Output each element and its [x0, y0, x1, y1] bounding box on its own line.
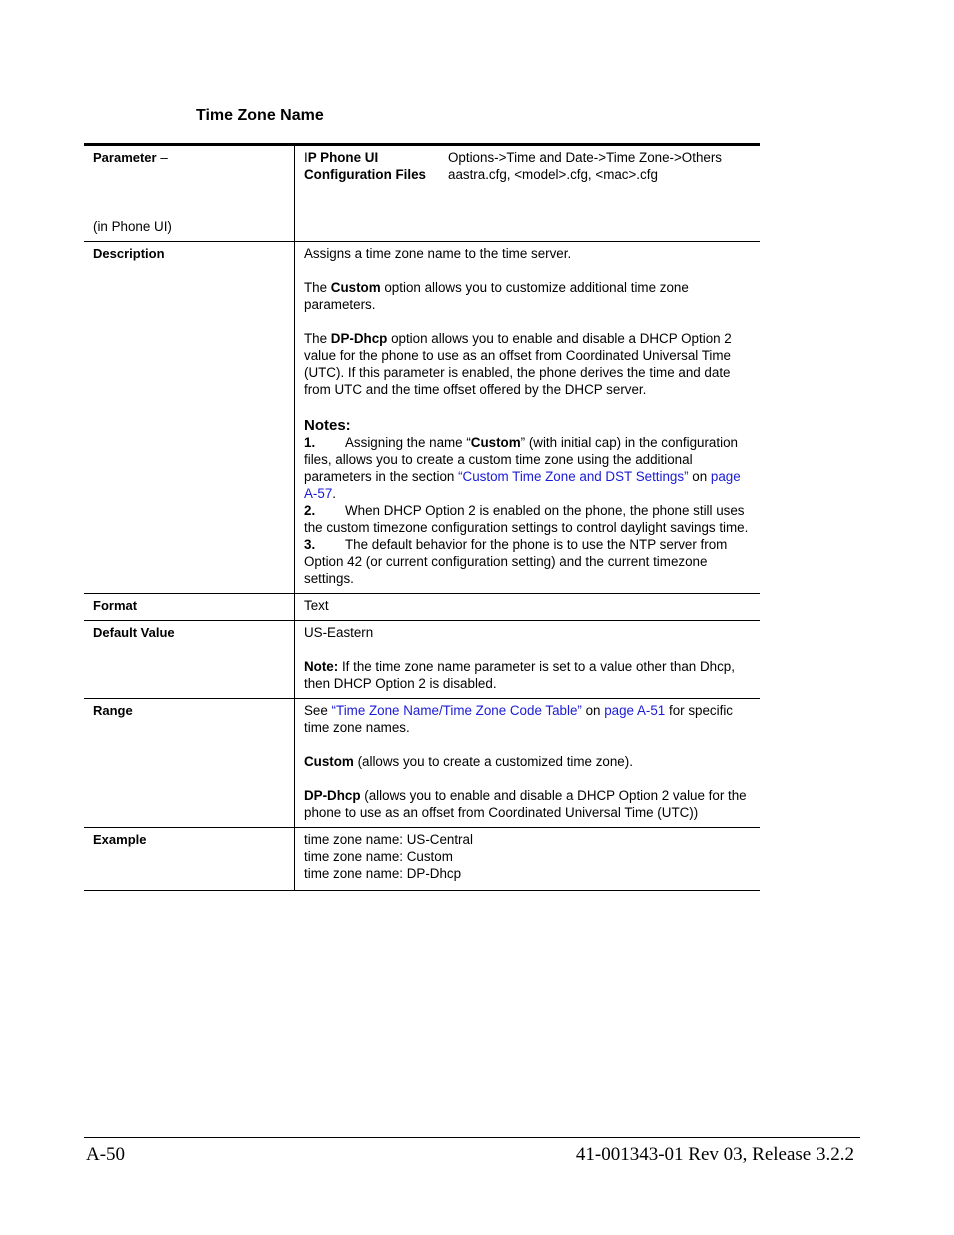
ip-phone-ui-value: Options->Time and Date->Time Zone->Others: [448, 150, 722, 165]
config-files-value: aastra.cfg, <model>.cfg, <mac>.cfg: [448, 167, 658, 182]
description-p1: Assigns a time zone name to the time server.: [304, 246, 572, 261]
example-line: time zone name: Custom: [304, 849, 453, 864]
page-a51-link[interactable]: page A-51: [604, 703, 666, 718]
default-value-cell: [295, 621, 761, 699]
notes-title: Notes:: [304, 417, 351, 434]
example-label: Example: [93, 832, 147, 847]
page-a57-link[interactable]: page A-57: [304, 469, 741, 501]
time-zone-table-link[interactable]: “Time Zone Name/Time Zone Code Table”: [331, 703, 582, 718]
default-value-note: Note: If the time zone name parameter is set to a value other than Dhcp, then DHCP Option 2 is disabled.: [304, 659, 735, 691]
example-cell: [295, 828, 761, 891]
parameter-label-cell: [84, 145, 295, 242]
description-cell: [295, 242, 761, 594]
phone-ui-note: (in Phone UI): [93, 219, 172, 234]
table-row-example: [84, 828, 760, 891]
description-label: Description: [93, 246, 165, 261]
table-row-default-value: [84, 621, 760, 699]
ip-phone-ui-label: P Phone UI: [307, 150, 379, 165]
config-files-label: Configuration Files: [304, 167, 426, 182]
parameter-value-cell: [295, 145, 761, 242]
example-line: time zone name: DP-Dhcp: [304, 866, 462, 881]
table-row-parameter: [84, 145, 760, 242]
range-cell: [295, 699, 761, 828]
range-see: See “Time Zone Name/Time Zone Code Table” on page A-51 for specific time zone names.: [304, 703, 733, 735]
parameter-table: [84, 143, 760, 891]
note-item-1: 1. Assigning the name “Custom” (with initial cap) in the configuration files, allows you to create a custom time zone using the additional parameters in the section “Custom Time Zone and DST Settings” on page A-57.: [304, 435, 741, 501]
default-value-label: Default Value: [93, 625, 175, 640]
range-dp-dhcp: DP-Dhcp (allows you to enable and disable a DHCP Option 2 value for the phone to use as an offset from Coordinated Universal Time (UTC)): [304, 788, 747, 820]
range-custom: Custom (allows you to create a customized time zone).: [304, 754, 633, 769]
parameter-dash: –: [156, 150, 168, 165]
format-value: Text: [304, 598, 329, 613]
format-label: Format: [93, 598, 138, 613]
page-number: A-50: [86, 1144, 126, 1165]
parameter-label: Parameter: [93, 150, 157, 165]
custom-time-zone-link[interactable]: “Custom Time Zone and DST Settings”: [458, 469, 689, 484]
section-heading: Time Zone Name: [196, 107, 324, 124]
description-p2: The Custom option allows you to customize additional time zone parameters.: [304, 280, 689, 312]
ip-phone-ui-initial: I: [304, 150, 308, 165]
table-row-description: [84, 242, 760, 594]
range-label: Range: [93, 703, 133, 718]
note-item-3: 3. The default behavior for the phone is to use the NTP server from Option 42 (or current configuration setting) and the current timezone settings.: [304, 537, 728, 586]
footer-divider: [84, 1137, 860, 1138]
document-id: 41-001343-01 Rev 03, Release 3.2.2: [575, 1144, 854, 1165]
default-value: US-Eastern: [304, 625, 374, 640]
example-line: time zone name: US-Central: [304, 832, 473, 847]
table-row-format: [84, 594, 760, 621]
note-item-2: 2. When DHCP Option 2 is enabled on the phone, the phone still uses the custom timezone configuration settings to control daylight savings time.: [304, 503, 749, 535]
description-p3: The DP-Dhcp option allows you to enable and disable a DHCP Option 2 value for the phone to use as an offset from Coordinated Universal Time (UTC). If this parameter is enabled, the phone derives the time and date from UTC and the time offset offered by the DHCP server.: [304, 331, 732, 397]
table-row-range: [84, 699, 760, 828]
